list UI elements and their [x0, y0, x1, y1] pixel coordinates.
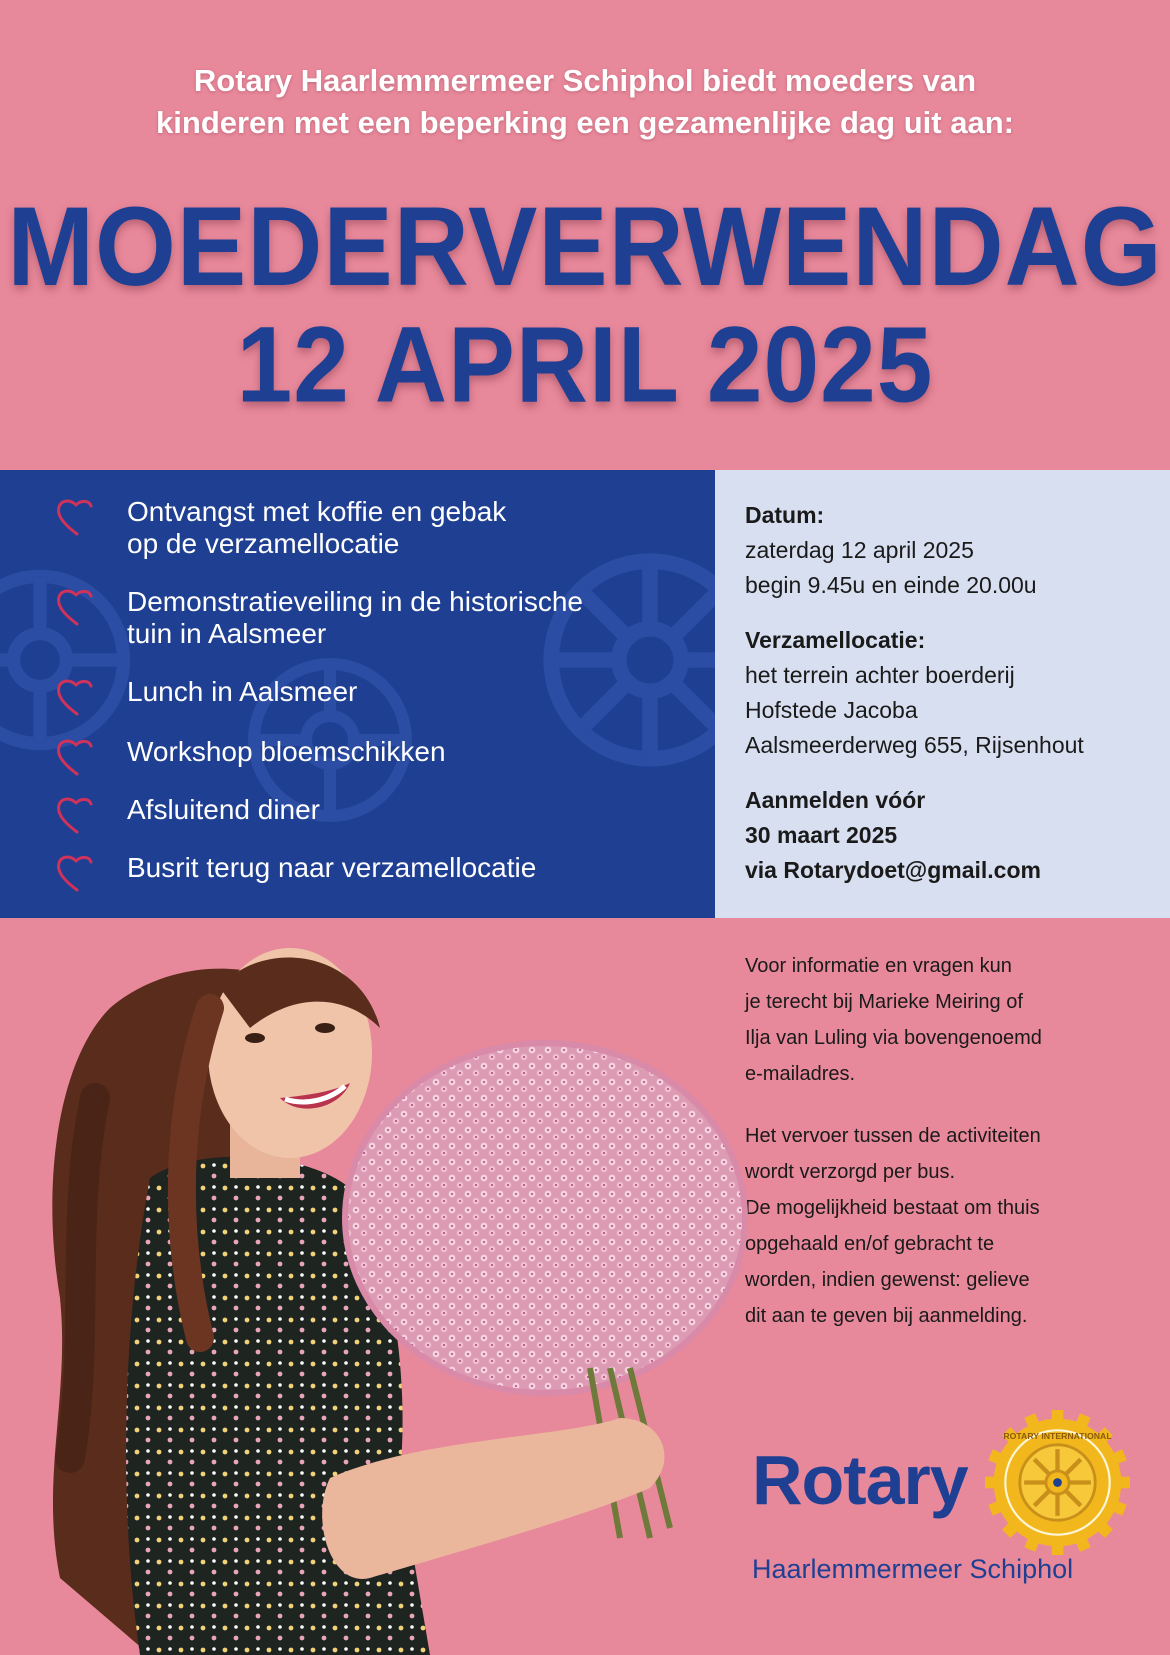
date-value: zaterdag 12 april 2025 [745, 537, 974, 563]
event-date-title: 12 APRIL 2025 [236, 304, 934, 426]
time-value: begin 9.45u en einde 20.00u [745, 572, 1037, 598]
location-line: het terrein achter boerderij [745, 662, 1015, 688]
location-label: Verzamellocatie: [745, 627, 926, 653]
registration-label: Aanmelden vóór [745, 787, 926, 813]
activities-panel [0, 470, 715, 918]
activity-label: Demonstratieveiling in de historische [127, 586, 583, 617]
location-address: Aalsmeerderweg 655, Rijsenhout [745, 732, 1084, 758]
note-line: Ilja van Luling via bovengenoemd [745, 1027, 1042, 1049]
activity-label: Workshop bloemschikken [127, 736, 446, 767]
details-panel [715, 470, 1170, 918]
intro-line-1: Rotary Haarlemmermeer Schiphol biedt moeders van [193, 63, 977, 98]
activity-label: Ontvangst met koffie en gebak [127, 496, 507, 527]
activity-label: op de verzamellocatie [127, 528, 400, 559]
location-block [745, 623, 1165, 763]
date-label: Datum: [745, 502, 825, 528]
rotary-club-name: Haarlemmermeer Schiphol [752, 1554, 1074, 1584]
heart-icon [55, 736, 99, 778]
activity-label: Lunch in Aalsmeer [127, 676, 358, 707]
location-line: Hofstede Jacoba [745, 697, 918, 723]
woman-with-flowers-image [0, 918, 760, 1655]
date-block [745, 498, 1165, 603]
info-note [745, 948, 1135, 1092]
note-line: dit aan te geven bij aanmelding. [745, 1305, 1028, 1327]
registration-deadline: 30 maart 2025 [745, 822, 898, 848]
intro-text [0, 60, 1170, 144]
activity-label: Afsluitend diner [127, 794, 321, 825]
note-line: Het vervoer tussen de activiteiten [745, 1125, 1041, 1147]
note-line: De mogelijkheid bestaat om thuis [745, 1197, 1040, 1219]
activity-list [0, 470, 715, 918]
note-line: opgehaald en/of gebracht te [745, 1233, 995, 1255]
heart-icon [55, 496, 99, 538]
heart-icon [55, 676, 99, 718]
note-line: Voor informatie en vragen kun [745, 955, 1012, 977]
registration-email[interactable]: via Rotarydoet@gmail.com [745, 857, 1041, 883]
note-line: e-mailadres. [745, 1063, 856, 1085]
intro-line-2: kinderen met een beperking een gezamenlijke dag uit aan: [156, 105, 1014, 140]
note-line: je terecht bij Marieke Meiring of [745, 991, 1023, 1013]
heart-icon [55, 586, 99, 628]
activity-label: Busrit terug naar verzamellocatie [127, 852, 537, 883]
rotary-logo-text: Rotary [752, 1441, 968, 1519]
wheel-text: ROTARY INTERNATIONAL [1003, 1431, 1112, 1441]
heart-icon [55, 794, 99, 836]
transport-note [745, 1118, 1135, 1334]
note-line: wordt verzorgd per bus. [745, 1161, 956, 1183]
activity-label: tuin in Aalsmeer [127, 618, 327, 649]
note-line: worden, indien gewenst: gelieve [745, 1269, 1030, 1291]
event-title: MOEDERVERWENDAG [7, 184, 1163, 310]
rotary-wheel-icon [985, 1410, 1130, 1555]
heart-icon [55, 852, 99, 894]
registration-block [745, 783, 1165, 888]
